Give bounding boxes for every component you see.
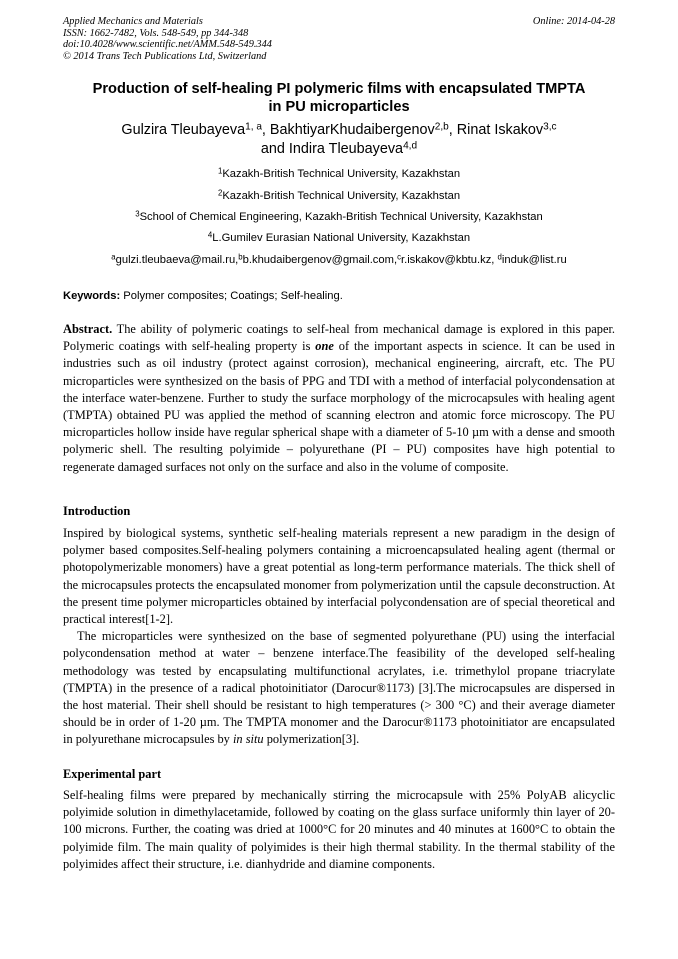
email-superscript: c xyxy=(397,252,401,262)
affiliation-text: School of Chemical Engineering, Kazakh-British Technical University, Kazakhstan xyxy=(139,211,543,223)
author-line-1 xyxy=(40,121,638,140)
abstract-emphasis: one xyxy=(315,339,334,354)
author-separator: , xyxy=(261,122,270,138)
journal-copyright: © 2014 Trans Tech Publications Ltd, Switzerland xyxy=(63,50,267,62)
author-superscript: 1, a xyxy=(245,121,262,133)
author-superscript: 4,d xyxy=(403,140,418,152)
email-address[interactable]: b.khudaibergenov@gmail.com, xyxy=(242,254,398,266)
abstract-text: The ability of polymeric coatings to self-heal from mechanical damage is explored in this paper. Polymeric coatings with self-healing property is xyxy=(63,322,615,354)
affiliation-text: Kazakh-British Technical University, Kazakhstan xyxy=(222,168,461,180)
keywords xyxy=(63,289,615,303)
affiliation-2 xyxy=(40,189,638,203)
abstract-paragraph xyxy=(63,321,615,476)
paragraph-text: polymerization[3]. xyxy=(263,732,360,747)
journal-name: Applied Mechanics and Materials xyxy=(63,16,203,27)
experimental-body xyxy=(63,787,615,873)
email-address[interactable]: gulzi.tleubaeva@mail.ru, xyxy=(115,254,239,266)
email-line xyxy=(40,253,638,267)
affiliation-4 xyxy=(40,231,638,245)
author-line-2 xyxy=(40,140,638,159)
journal-issn: ISSN: 1662-7482, Vols. 548-549, pp 344-348 xyxy=(63,27,249,39)
author-list xyxy=(40,121,638,159)
affiliation-1 xyxy=(40,167,638,181)
introduction-heading: Introduction xyxy=(63,504,131,518)
author-superscript: 3,c xyxy=(543,121,557,133)
keywords-label: Keywords: xyxy=(63,290,121,302)
affiliation-text: L.Gumilev Eurasian National University, Kazakhstan xyxy=(212,232,471,244)
author-superscript: 2,b xyxy=(434,121,449,133)
abstract-text: of the important aspects in science. It can be used in industries such as oil industry (protect against corrosion), mechanical engineering, aircraft, etc. The PU microparticles were synthesized on the basis of PPG and TDI with a method of interfacial polycondensation at the interface water-benzene. Further to study the surface morphology of the microcapsules with healing agent (TMPTA) obtained PU was applied the method of scanning electron and atomic force microscopy. The PU microparticles hollow inside have regular spherical shape with a diameter of 5-10 µm with a dense and smooth polymeric shell. The resulting polyimide – polyurethane (PI – PU) composites have high potential to regenerate damaged surfaces not only on the surface and also in the volume of composite. xyxy=(63,339,615,474)
abstract xyxy=(63,321,615,476)
author-name: Gulzira Tleubayeva xyxy=(121,122,246,138)
email-address[interactable]: induk@list.ru xyxy=(501,254,567,266)
experimental-paragraph-1: Self-healing films were prepared by mechanically stirring the microcapsule with 25% PolyAB alicyclic polyimide solution in dimethylacetamide, followed by coating on the glass surface uniformly thin layer of 20-100 microns. Further, the coating was dried at 1000°C for 20 minutes and 40 minutes at 1600°C to obtain the polyimide film. The main quality of polyimides is their high thermal stability. In the thermal stability of the polyimides affect their structure, i.e. dianhydride and diamine components. xyxy=(63,788,615,871)
title-line-2: in PU microparticles xyxy=(268,99,410,115)
affiliation-3 xyxy=(40,210,638,224)
author-name: BakhtiyarKhudaibergenov xyxy=(269,122,435,138)
paragraph-emphasis: in situ xyxy=(232,732,264,747)
affiliation-number: 2 xyxy=(217,188,223,198)
introduction-paragraph-2 xyxy=(63,628,615,748)
experimental-heading: Experimental part xyxy=(63,767,162,781)
online-date: Online: 2014-04-28 xyxy=(532,16,615,27)
email-superscript: a xyxy=(111,252,116,262)
author-separator: , xyxy=(448,122,457,138)
paper-title xyxy=(40,80,638,116)
paragraph-text: The microparticles were synthesized on the base of segmented polyurethane (PU) using the interfacial polycondensation method at water – benzene interface.The feasibility of the developed self-healing methodology was tested by encapsulating multifunctional acrylates, i.e. trimethylol propane triacrylate (TMPTA) in the presence of a radical photoinitiator (Darocur®1173) [3].The microcapsules are dispersed in the host material. Their shell should be resistant to high temperatures (> 300 °C) and their average diameter should be in order of 1-20 µm. The TMPTA monomer and the Darocur®1173 photoinitiator are encapsulated in polyurethane microcapsules by xyxy=(63,629,615,747)
affiliation-number: 3 xyxy=(135,209,140,219)
keywords-text: Polymer composites; Coatings; Self-healing. xyxy=(120,290,343,302)
title-line-1: Production of self-healing PI polymeric films with encapsulated TMPTA xyxy=(92,81,586,97)
email-superscript: b xyxy=(238,252,243,262)
affiliation-text: Kazakh-British Technical University, Kazakhstan xyxy=(222,190,461,202)
affiliation-number: 1 xyxy=(217,166,223,176)
author-name: and Indira Tleubayeva xyxy=(260,141,404,157)
introduction-paragraph-1: Inspired by biological systems, synthetic self-healing materials represent a new paradigm in the design of polymer based composites.Self-healing polymers containing a microencapsulated healing agent (thermal or photopolymerizable monomers) have a great potential as long-term performance materials. The thick shell of the microcapsules protects the encapsulated monomer from polymerization until the capsule deconstruction. At the present time polymer microparticles obtained by interfacial polycondensation are of special theoretical and practical interest[1-2]. xyxy=(63,526,615,627)
affiliation-number: 4 xyxy=(207,230,213,240)
journal-header xyxy=(63,16,615,62)
abstract-label: Abstract. xyxy=(63,322,113,336)
email-superscript: d xyxy=(497,252,502,262)
email-address[interactable]: r.iskakov@kbtu.kz, xyxy=(400,254,498,266)
journal-doi: doi:10.4028/www.scientific.net/AMM.548-549.344 xyxy=(63,39,272,51)
author-name: Rinat Iskakov xyxy=(456,122,544,138)
introduction-body xyxy=(63,525,615,749)
